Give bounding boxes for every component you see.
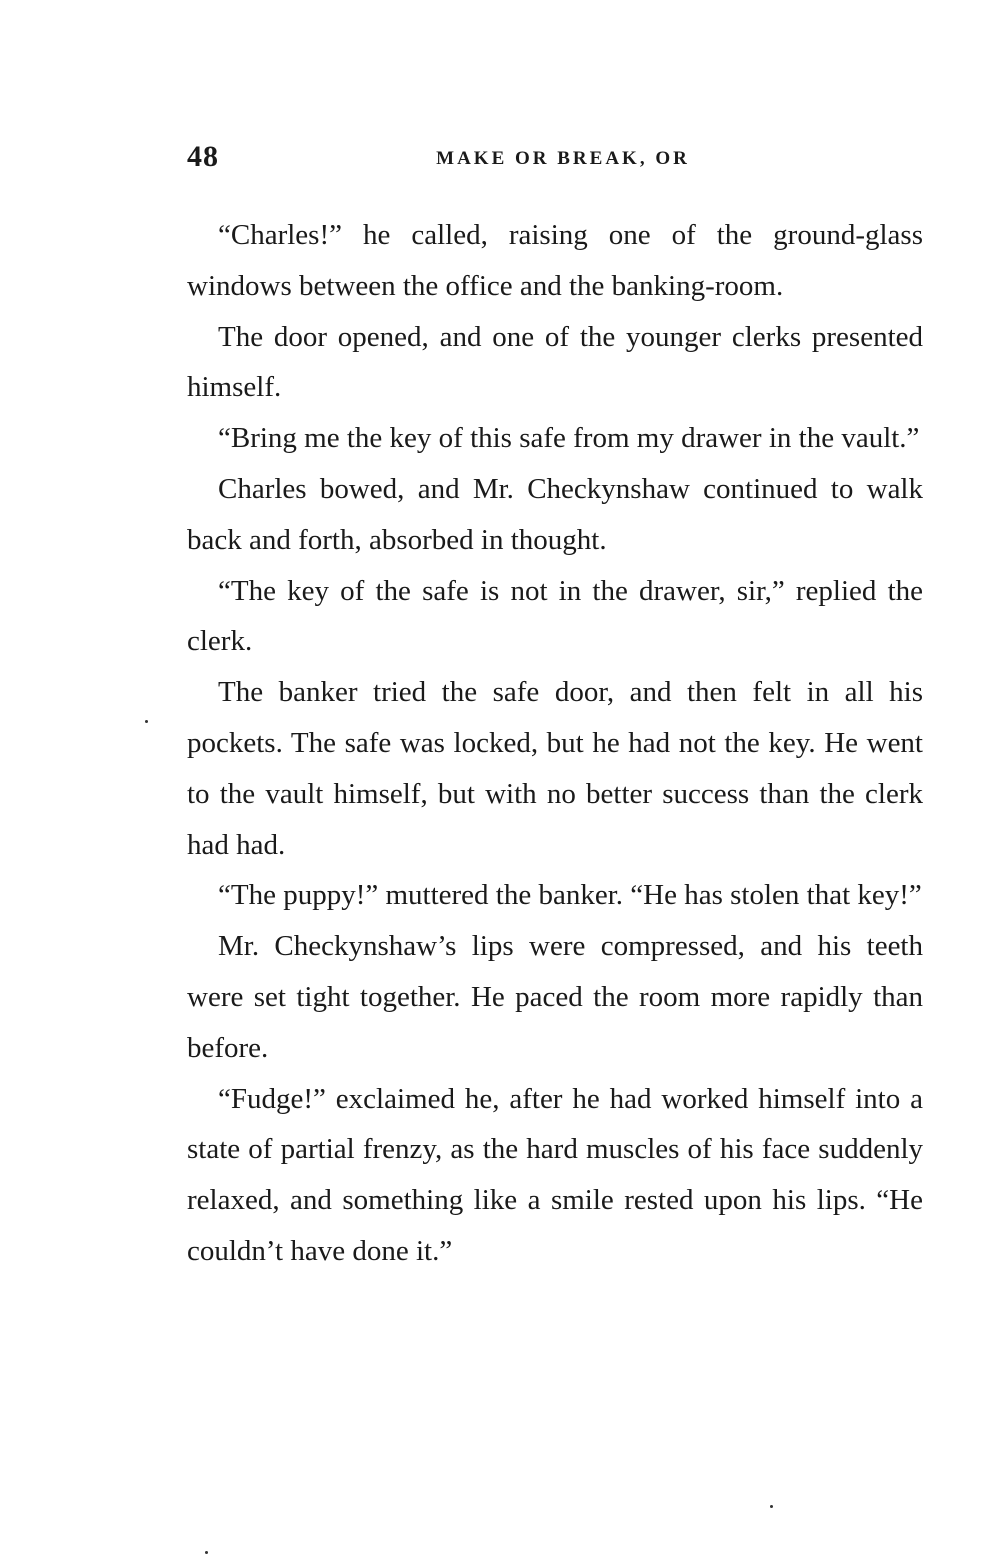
paragraph-6: The banker tried the safe door, and then felt in all his pockets. The safe was locked, but he had not the key. He went to the vault himself, but with no better success than the clerk had had.	[187, 676, 923, 861]
page-header	[187, 140, 923, 180]
scan-speck	[770, 1505, 773, 1508]
paragraph-9: “Fudge!” exclaimed he, after he had worked himself into a state of partial frenzy, as the hard muscles of his face suddenly relaxed, and something like a smile rested upon his lips. “He couldn’t have done it.”	[187, 1082, 923, 1267]
paragraph-2: The door opened, and one of the younger clerks presented himself.	[187, 320, 923, 404]
paragraph-8: Mr. Checkynshaw’s lips were compressed, and his teeth were set tight together. He paced the room more rapidly than before.	[187, 930, 923, 1064]
paragraph-7: “The puppy!” muttered the banker. “He has stolen that key!”	[218, 879, 922, 912]
paragraph-5: “The key of the safe is not in the drawer, sir,” replied the clerk.	[187, 574, 923, 658]
running-title: MAKE OR BREAK, OR	[436, 148, 690, 169]
paragraph-4: Charles bowed, and Mr. Checkynshaw continued to walk back and forth, absorbed in thought.	[187, 472, 923, 556]
page-number: 48	[187, 140, 219, 173]
body-text	[187, 210, 923, 1277]
paragraph-1: “Charles!” he called, raising one of the ground-glass windows between the office and the banking-room.	[187, 219, 923, 302]
scan-speck	[145, 720, 148, 723]
paragraph-3: “Bring me the key of this safe from my drawer in the vault.”	[218, 422, 920, 455]
